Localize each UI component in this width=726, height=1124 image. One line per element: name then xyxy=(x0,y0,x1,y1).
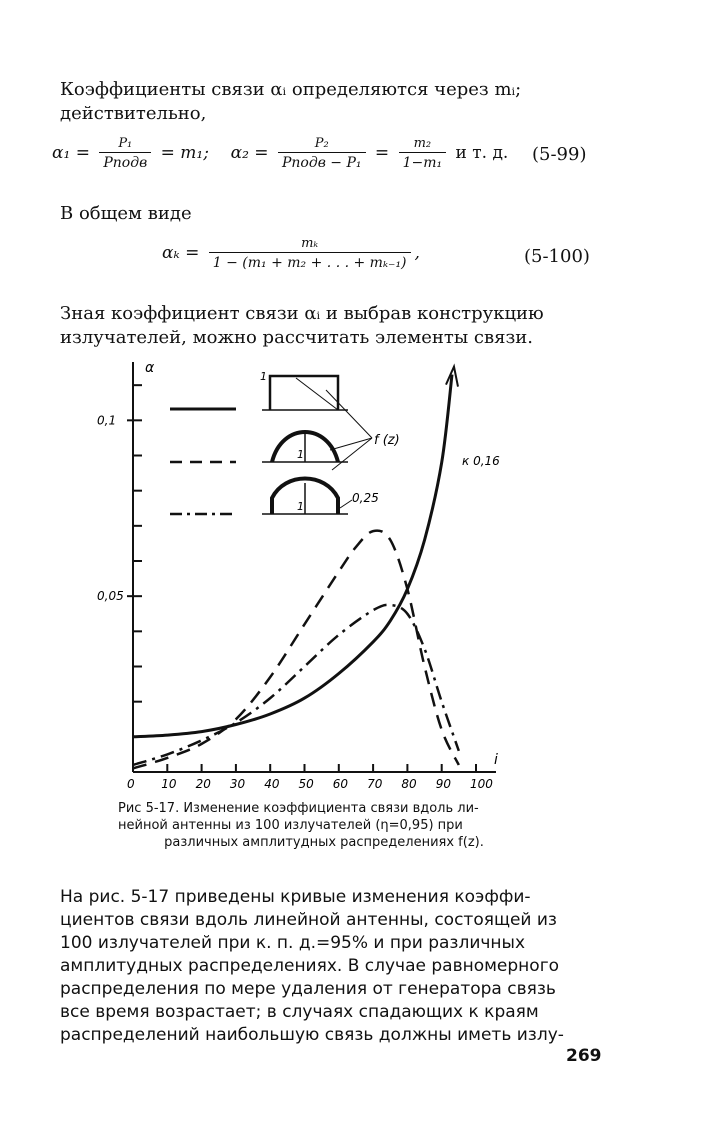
bottom-line-6: все время возрастает; в случаях спадающих к краям xyxy=(60,1002,539,1022)
legend xyxy=(170,376,372,514)
leader-line-1 xyxy=(326,390,372,438)
page-number: 269 xyxy=(566,1046,602,1066)
fraction-denominator-sum: 1 − (m₁ + m₂ + . . . + mₖ₋₁) xyxy=(209,252,411,271)
bottom-paragraph xyxy=(60,886,600,1047)
general-form-label: В общем виде xyxy=(60,203,192,224)
formula-5-100 xyxy=(162,236,602,271)
series-solid-line xyxy=(133,375,452,737)
bottom-line-3: 100 излучателей при к. п. д.=95% и при различных xyxy=(60,933,526,953)
legend-one-label-dome1: 1 xyxy=(297,448,304,461)
fraction-denominator-one-minus-m1: 1−m₁ xyxy=(399,152,447,171)
chart-series xyxy=(133,367,459,769)
bottom-line-4: амплитудных распределениях. В случае равномерного xyxy=(60,956,560,976)
x-tick-label: 30 xyxy=(229,777,246,790)
x-tick-label: 50 xyxy=(298,777,314,790)
alpha1-symbol: α₁ xyxy=(52,143,71,163)
equation-number-5-99: (5-99) xyxy=(532,144,587,165)
mid-paragraph xyxy=(60,302,600,350)
figure-caption xyxy=(118,800,530,851)
x-tick-label: 40 xyxy=(264,777,280,790)
formula-5-99: α₁ = $\frac{\text{P₁}}{\text{Pподв}}$ = m₁; α₂ = $\frac{\text{P₂}}{\text{Pподв − P₁}}$ = $\frac{\text{m₂}}{\text{1−m₁}}$ и т. д. (5-99) xyxy=(52,136,587,171)
x-tick-label: 80 xyxy=(401,777,417,790)
mid-line-1: Зная коэффициент связи αᵢ и выбрав конструкцию xyxy=(60,303,544,324)
y-tick-label: 0,05 xyxy=(97,589,124,604)
fraction-numerator-p2: P₂ xyxy=(314,136,329,151)
equals-m1: = m₁; xyxy=(160,143,209,163)
alpha-k-symbol: αₖ = xyxy=(162,243,200,263)
x-tick-label: 70 xyxy=(367,777,383,790)
legend-one-label-top: 1 xyxy=(260,370,267,383)
fraction-numerator-m2: m₂ xyxy=(413,136,432,151)
fraction-m2 xyxy=(399,136,447,171)
etc-text: и т. д. xyxy=(455,143,509,163)
fraction-p2 xyxy=(278,136,366,171)
fraction-mk xyxy=(209,236,411,271)
legend-uniform-diagonal xyxy=(296,378,338,410)
leader-line-2 xyxy=(330,438,372,450)
axes xyxy=(133,362,496,772)
bottom-line-2: циентов связи вдоль линейной антенны, состоящей из xyxy=(60,910,557,930)
fraction-numerator-p1: P₁ xyxy=(118,136,133,151)
equation-number-5-100: (5-100) xyxy=(524,246,590,267)
x-tick-label: 60 xyxy=(332,777,349,790)
x-tick-label: 0 xyxy=(127,777,135,790)
caption-line-3: различных амплитудных распределениях f(z). xyxy=(164,835,484,850)
intro-line-1: Коэффициенты связи αᵢ определяются через mᵢ; xyxy=(60,79,522,100)
fraction-numerator-mk: mₖ xyxy=(301,236,319,251)
k016-label: к 0,16 xyxy=(462,454,500,468)
bottom-line-7: распределений наибольшую связь должны иметь излу- xyxy=(60,1025,564,1045)
intro-line-2: действительно, xyxy=(60,103,207,124)
bottom-line-5: распределения по мере удаления от генератора связь xyxy=(60,979,556,999)
figure-5-17-chart xyxy=(0,350,726,790)
label-0-25: 0,25 xyxy=(352,491,379,505)
x-axis-ticks xyxy=(127,764,493,790)
y-tick-label: 0,1 xyxy=(97,413,117,428)
legend-uniform-distribution-icon xyxy=(270,376,338,410)
leader-line-025 xyxy=(340,500,352,508)
fraction-p1-ppodv xyxy=(99,136,151,171)
fraction-denominator-ppodv-minus-p1: Pподв − P₁ xyxy=(278,152,366,171)
caption-line-1: Рис 5-17. Изменение коэффициента связи вдоль ли- xyxy=(118,801,479,816)
formula-comma: , xyxy=(414,243,420,263)
series-dash-dot-line xyxy=(133,605,459,765)
mid-line-2: излучателей, можно рассчитать элементы связи. xyxy=(60,327,533,348)
x-axis-letter: i xyxy=(494,752,498,768)
bottom-line-1: На рис. 5-17 приведены кривые изменения коэффи- xyxy=(60,887,531,907)
f-of-z-label: f (z) xyxy=(374,433,400,448)
intro-paragraph xyxy=(60,78,600,126)
x-tick-label: 100 xyxy=(470,777,493,790)
caption-line-2: нейной антенны из 100 излучателей (η=0,95) при xyxy=(118,818,463,833)
y-axis-letter: α xyxy=(145,360,155,376)
fraction-denominator-ppodv: Pподв xyxy=(99,152,151,171)
alpha2-symbol: α₂ xyxy=(230,143,249,163)
leader-line-3 xyxy=(332,438,372,470)
y-axis-ticks xyxy=(97,385,142,737)
x-tick-label: 20 xyxy=(195,777,211,790)
x-tick-label: 10 xyxy=(161,777,177,790)
x-tick-label: 90 xyxy=(435,777,451,790)
legend-one-label-dome2: 1 xyxy=(297,500,304,513)
